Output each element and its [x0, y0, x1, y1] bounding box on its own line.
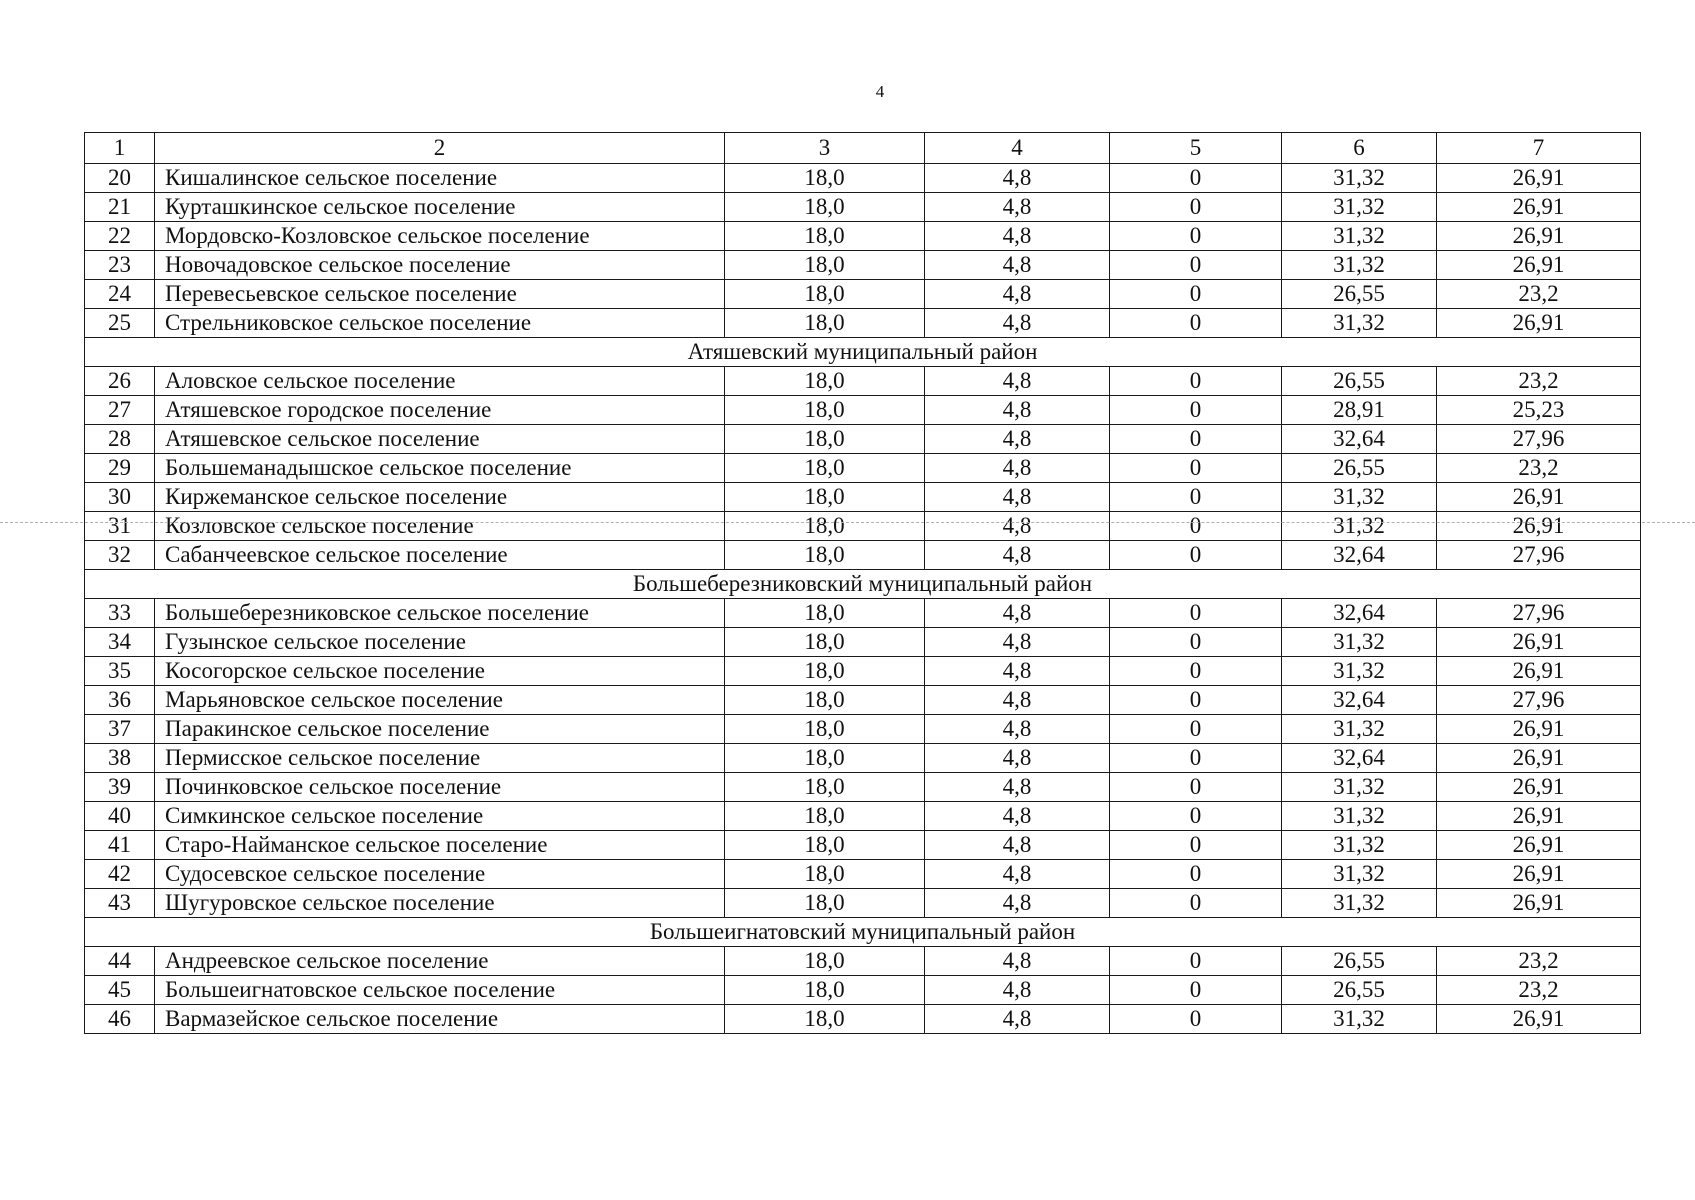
value-col-4: 4,8: [925, 193, 1110, 222]
row-number: 38: [85, 744, 155, 773]
value-col-4: 4,8: [925, 686, 1110, 715]
settlement-name: Стрельниковское сельское поселение: [155, 309, 725, 338]
value-col-6: 31,32: [1282, 222, 1437, 251]
table-row: [85, 657, 1641, 686]
value-col-6: 28,91: [1282, 396, 1437, 425]
table-row: [85, 512, 1641, 541]
value-col-4: 4,8: [925, 483, 1110, 512]
value-col-7: 27,96: [1437, 599, 1641, 628]
value-col-7: 26,91: [1437, 309, 1641, 338]
value-col-5: 0: [1110, 280, 1282, 309]
value-col-4: 4,8: [925, 773, 1110, 802]
value-col-4: 4,8: [925, 889, 1110, 918]
table-row: [85, 715, 1641, 744]
value-col-5: 0: [1110, 860, 1282, 889]
value-col-5: 0: [1110, 715, 1282, 744]
value-col-5: 0: [1110, 396, 1282, 425]
value-col-5: 0: [1110, 947, 1282, 976]
value-col-6: 26,55: [1282, 367, 1437, 396]
value-col-3: 18,0: [725, 367, 925, 396]
value-col-4: 4,8: [925, 657, 1110, 686]
value-col-4: 4,8: [925, 599, 1110, 628]
row-number: 45: [85, 976, 155, 1005]
value-col-6: 31,32: [1282, 657, 1437, 686]
value-col-7: 26,91: [1437, 715, 1641, 744]
value-col-6: 31,32: [1282, 309, 1437, 338]
value-col-7: 26,91: [1437, 889, 1641, 918]
table-row: [85, 367, 1641, 396]
table-row: [85, 947, 1641, 976]
value-col-7: 23,2: [1437, 367, 1641, 396]
value-col-4: 4,8: [925, 222, 1110, 251]
value-col-4: 4,8: [925, 860, 1110, 889]
value-col-4: 4,8: [925, 976, 1110, 1005]
value-col-5: 0: [1110, 425, 1282, 454]
value-col-3: 18,0: [725, 715, 925, 744]
table-row: [85, 280, 1641, 309]
table-row: [85, 744, 1641, 773]
settlement-name: Новочадовское сельское поселение: [155, 251, 725, 280]
value-col-7: 26,91: [1437, 744, 1641, 773]
settlement-name: Большеберезниковское сельское поселение: [155, 599, 725, 628]
value-col-4: 4,8: [925, 454, 1110, 483]
value-col-5: 0: [1110, 1005, 1282, 1034]
data-table: [84, 132, 1641, 1034]
value-col-3: 18,0: [725, 1005, 925, 1034]
value-col-5: 0: [1110, 541, 1282, 570]
settlement-name: Кишалинское сельское поселение: [155, 164, 725, 193]
value-col-3: 18,0: [725, 483, 925, 512]
row-number: 25: [85, 309, 155, 338]
settlement-name: Мордовско-Козловское сельское поселение: [155, 222, 725, 251]
table-row: [85, 860, 1641, 889]
value-col-3: 18,0: [725, 773, 925, 802]
value-col-6: 31,32: [1282, 889, 1437, 918]
value-col-5: 0: [1110, 744, 1282, 773]
value-col-3: 18,0: [725, 164, 925, 193]
value-col-3: 18,0: [725, 280, 925, 309]
settlement-name: Атяшевское сельское поселение: [155, 425, 725, 454]
fold-line: [0, 522, 1695, 523]
value-col-7: 26,91: [1437, 483, 1641, 512]
row-number: 20: [85, 164, 155, 193]
table-row: [85, 222, 1641, 251]
value-col-5: 0: [1110, 831, 1282, 860]
row-number: 26: [85, 367, 155, 396]
value-col-6: 32,64: [1282, 744, 1437, 773]
row-number: 22: [85, 222, 155, 251]
district-title: Большеигнатовский муниципальный район: [85, 918, 1641, 947]
value-col-7: 26,91: [1437, 628, 1641, 657]
value-col-4: 4,8: [925, 802, 1110, 831]
value-col-5: 0: [1110, 251, 1282, 280]
value-col-3: 18,0: [725, 251, 925, 280]
value-col-3: 18,0: [725, 744, 925, 773]
value-col-7: 26,91: [1437, 164, 1641, 193]
value-col-7: 23,2: [1437, 947, 1641, 976]
value-col-6: 26,55: [1282, 976, 1437, 1005]
settlement-name: Атяшевское городское поселение: [155, 396, 725, 425]
value-col-7: 27,96: [1437, 686, 1641, 715]
value-col-6: 31,32: [1282, 628, 1437, 657]
value-col-7: 26,91: [1437, 222, 1641, 251]
value-col-3: 18,0: [725, 860, 925, 889]
table-row: [85, 802, 1641, 831]
value-col-6: 32,64: [1282, 425, 1437, 454]
header-cell: 5: [1110, 133, 1282, 164]
value-col-7: 26,91: [1437, 773, 1641, 802]
value-col-6: 31,32: [1282, 483, 1437, 512]
settlement-name: Паракинское сельское поселение: [155, 715, 725, 744]
table-row: [85, 483, 1641, 512]
value-col-3: 18,0: [725, 686, 925, 715]
value-col-5: 0: [1110, 222, 1282, 251]
value-col-7: 26,91: [1437, 512, 1641, 541]
value-col-4: 4,8: [925, 541, 1110, 570]
table-row: [85, 831, 1641, 860]
value-col-5: 0: [1110, 976, 1282, 1005]
header-cell: 3: [725, 133, 925, 164]
row-number: 30: [85, 483, 155, 512]
value-col-6: 26,55: [1282, 454, 1437, 483]
value-col-7: 26,91: [1437, 657, 1641, 686]
value-col-3: 18,0: [725, 976, 925, 1005]
row-number: 39: [85, 773, 155, 802]
value-col-4: 4,8: [925, 425, 1110, 454]
value-col-5: 0: [1110, 802, 1282, 831]
row-number: 40: [85, 802, 155, 831]
row-number: 42: [85, 860, 155, 889]
value-col-6: 26,55: [1282, 947, 1437, 976]
value-col-3: 18,0: [725, 512, 925, 541]
row-number: 31: [85, 512, 155, 541]
row-number: 35: [85, 657, 155, 686]
value-col-4: 4,8: [925, 309, 1110, 338]
value-col-7: 27,96: [1437, 541, 1641, 570]
value-col-4: 4,8: [925, 715, 1110, 744]
value-col-5: 0: [1110, 628, 1282, 657]
header-cell: 4: [925, 133, 1110, 164]
value-col-5: 0: [1110, 599, 1282, 628]
value-col-3: 18,0: [725, 889, 925, 918]
value-col-3: 18,0: [725, 628, 925, 657]
settlement-name: Судосевское сельское поселение: [155, 860, 725, 889]
value-col-7: 27,96: [1437, 425, 1641, 454]
value-col-5: 0: [1110, 657, 1282, 686]
value-col-4: 4,8: [925, 628, 1110, 657]
settlement-name: Сабанчеевское сельское поселение: [155, 541, 725, 570]
table-row: [85, 599, 1641, 628]
district-title: Атяшевский муниципальный район: [85, 338, 1641, 367]
district-section-row: [85, 570, 1641, 599]
settlement-name: Косогорское сельское поселение: [155, 657, 725, 686]
table-row: [85, 628, 1641, 657]
value-col-4: 4,8: [925, 1005, 1110, 1034]
row-number: 43: [85, 889, 155, 918]
settlement-name: Починковское сельское поселение: [155, 773, 725, 802]
settlement-name: Козловское сельское поселение: [155, 512, 725, 541]
row-number: 23: [85, 251, 155, 280]
value-col-3: 18,0: [725, 193, 925, 222]
value-col-7: 26,91: [1437, 860, 1641, 889]
value-col-5: 0: [1110, 512, 1282, 541]
settlement-name: Киржеманское сельское поселение: [155, 483, 725, 512]
value-col-7: 26,91: [1437, 831, 1641, 860]
table-row: [85, 309, 1641, 338]
value-col-6: 31,32: [1282, 831, 1437, 860]
settlement-name: Большеигнатовское сельское поселение: [155, 976, 725, 1005]
table-row: [85, 889, 1641, 918]
value-col-3: 18,0: [725, 599, 925, 628]
table-row: [85, 454, 1641, 483]
value-col-6: 31,32: [1282, 802, 1437, 831]
settlement-name: Вармазейское сельское поселение: [155, 1005, 725, 1034]
settlement-name: Симкинское сельское поселение: [155, 802, 725, 831]
row-number: 41: [85, 831, 155, 860]
table-row: [85, 1005, 1641, 1034]
value-col-6: 31,32: [1282, 164, 1437, 193]
value-col-7: 23,2: [1437, 454, 1641, 483]
value-col-6: 31,32: [1282, 860, 1437, 889]
value-col-3: 18,0: [725, 222, 925, 251]
table-row: [85, 251, 1641, 280]
value-col-7: 23,2: [1437, 976, 1641, 1005]
header-cell: 1: [85, 133, 155, 164]
value-col-4: 4,8: [925, 280, 1110, 309]
row-number: 24: [85, 280, 155, 309]
value-col-6: 32,64: [1282, 686, 1437, 715]
district-section-row: [85, 918, 1641, 947]
header-cell: 6: [1282, 133, 1437, 164]
value-col-5: 0: [1110, 773, 1282, 802]
value-col-6: 31,32: [1282, 773, 1437, 802]
value-col-6: 31,32: [1282, 715, 1437, 744]
value-col-6: 26,55: [1282, 280, 1437, 309]
value-col-5: 0: [1110, 454, 1282, 483]
value-col-5: 0: [1110, 309, 1282, 338]
value-col-3: 18,0: [725, 947, 925, 976]
settlement-name: Андреевское сельское поселение: [155, 947, 725, 976]
value-col-6: 31,32: [1282, 1005, 1437, 1034]
value-col-5: 0: [1110, 193, 1282, 222]
value-col-5: 0: [1110, 164, 1282, 193]
value-col-4: 4,8: [925, 396, 1110, 425]
value-col-4: 4,8: [925, 367, 1110, 396]
table-row: [85, 976, 1641, 1005]
table-row: [85, 541, 1641, 570]
value-col-6: 31,32: [1282, 512, 1437, 541]
district-section-row: [85, 338, 1641, 367]
value-col-3: 18,0: [725, 831, 925, 860]
settlement-name: Аловское сельское поселение: [155, 367, 725, 396]
value-col-3: 18,0: [725, 309, 925, 338]
row-number: 33: [85, 599, 155, 628]
table-body: [85, 133, 1641, 1034]
value-col-4: 4,8: [925, 947, 1110, 976]
table-row: [85, 686, 1641, 715]
value-col-5: 0: [1110, 483, 1282, 512]
value-col-5: 0: [1110, 367, 1282, 396]
settlement-name: Курташкинское сельское поселение: [155, 193, 725, 222]
table-row: [85, 396, 1641, 425]
table-row: [85, 773, 1641, 802]
value-col-4: 4,8: [925, 744, 1110, 773]
row-number: 36: [85, 686, 155, 715]
settlement-name: Перевесьевское сельское поселение: [155, 280, 725, 309]
value-col-7: 26,91: [1437, 1005, 1641, 1034]
value-col-7: 23,2: [1437, 280, 1641, 309]
settlement-name: Гузынское сельское поселение: [155, 628, 725, 657]
settlement-name: Большеманадышское сельское поселение: [155, 454, 725, 483]
header-cell: 2: [155, 133, 725, 164]
value-col-3: 18,0: [725, 802, 925, 831]
row-number: 21: [85, 193, 155, 222]
value-col-6: 32,64: [1282, 599, 1437, 628]
value-col-3: 18,0: [725, 454, 925, 483]
district-title: Большеберезниковский муниципальный район: [85, 570, 1641, 599]
value-col-6: 31,32: [1282, 251, 1437, 280]
row-number: 27: [85, 396, 155, 425]
value-col-7: 25,23: [1437, 396, 1641, 425]
value-col-4: 4,8: [925, 831, 1110, 860]
row-number: 29: [85, 454, 155, 483]
value-col-6: 31,32: [1282, 193, 1437, 222]
row-number: 37: [85, 715, 155, 744]
settlement-name: Старо-Найманское сельское поселение: [155, 831, 725, 860]
row-number: 32: [85, 541, 155, 570]
value-col-3: 18,0: [725, 425, 925, 454]
value-col-6: 32,64: [1282, 541, 1437, 570]
value-col-3: 18,0: [725, 396, 925, 425]
row-number: 34: [85, 628, 155, 657]
value-col-7: 26,91: [1437, 802, 1641, 831]
header-row: [85, 133, 1641, 164]
value-col-3: 18,0: [725, 657, 925, 686]
value-col-4: 4,8: [925, 512, 1110, 541]
settlement-name: Марьяновское сельское поселение: [155, 686, 725, 715]
value-col-3: 18,0: [725, 541, 925, 570]
row-number: 44: [85, 947, 155, 976]
table-row: [85, 425, 1641, 454]
table-row: [85, 164, 1641, 193]
header-cell: 7: [1437, 133, 1641, 164]
row-number: 28: [85, 425, 155, 454]
value-col-4: 4,8: [925, 164, 1110, 193]
value-col-7: 26,91: [1437, 193, 1641, 222]
settlement-name: Пермисское сельское поселение: [155, 744, 725, 773]
page-number: 4: [875, 82, 885, 101]
settlement-name: Шугуровское сельское поселение: [155, 889, 725, 918]
value-col-7: 26,91: [1437, 251, 1641, 280]
value-col-5: 0: [1110, 889, 1282, 918]
table-row: [85, 193, 1641, 222]
value-col-5: 0: [1110, 686, 1282, 715]
row-number: 46: [85, 1005, 155, 1034]
value-col-4: 4,8: [925, 251, 1110, 280]
